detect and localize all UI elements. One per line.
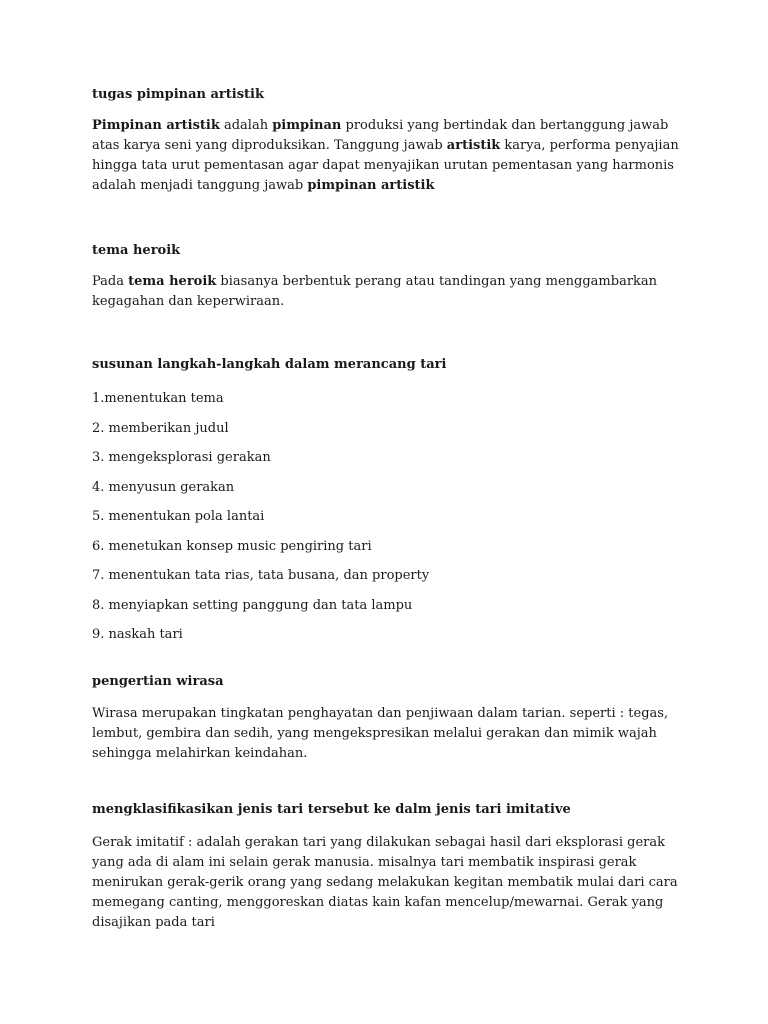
list-item: 3. mengeksplorasi gerakan <box>92 450 271 465</box>
paragraph-pimpinan-artistik <box>92 116 692 196</box>
list-item: 2. memberikan judul <box>92 420 229 436</box>
heading-tari-imitative: mengklasifikasikan jenis tari tersebut ke dalm jenis tari imitative <box>92 802 571 817</box>
text-segment: produksi yang bertindak dan bertanggung jawab atas karya seni yang diproduksikan. Tanggung jawab <box>92 118 669 153</box>
paragraph-wirasa: Wirasa merupakan tingkatan penghayatan dan penjiwaan dalam tarian. seperti : tegas, lembut, gembira dan sedih, yang mengekspresikan melalui gerakan dan mimik wajah sehingga melahirkan keindahan. <box>92 706 669 761</box>
list-item: 8. menyiapkan setting panggung dan tata lampu <box>92 597 413 613</box>
text-segment: Pada <box>92 274 129 289</box>
bold-term: pimpinan artistik <box>307 178 435 193</box>
list-item: 6. menetukan konsep music pengiring tari <box>92 538 372 554</box>
heading-pengertian-wirasa: pengertian wirasa <box>92 674 224 689</box>
list-item: 1.menentukan tema <box>92 391 224 406</box>
steps-list <box>92 390 692 644</box>
bold-term: Pimpinan artistik <box>92 118 220 133</box>
text-segment: karya, performa penyajian hingga tata urut pementasan agar dapat menyajikan urutan pementasan yang harmonis adalah menjadi tanggung jawab <box>92 138 679 193</box>
bold-term: artistik <box>446 138 501 153</box>
heading-tugas-pimpinan-artistik: tugas pimpinan artistik <box>92 87 264 102</box>
list-item: 7. menentukan tata rias, tata busana, dan property <box>92 568 430 583</box>
list-item: 9. naskah tari <box>92 627 183 642</box>
paragraph-gerak-imitatif: Gerak imitatif : adalah gerakan tari yang dilakukan sebagai hasil dari eksplorasi gerak yang ada di alam ini selain gerak manusia. misalnya tari membatik inspirasi gerak menirukan gerak-gerik orang yang sedang melakukan kegitan membatik mulai dari cara memegang canting, menggoreskan diatas kain kafan mencelup/mewarnai. Gerak yang disajikan pada tari <box>92 835 678 930</box>
text-segment: biasanya berbentuk perang atau tandingan yang menggambarkan kegagahan dan keperwiraan. <box>92 274 658 309</box>
list-item: 4. menyusun gerakan <box>92 479 235 495</box>
bold-term: tema heroik <box>128 274 217 289</box>
document-page <box>92 86 692 933</box>
text-segment: adalah <box>219 118 273 133</box>
paragraph-tema-heroik <box>92 272 692 312</box>
heading-tema-heroik: tema heroik <box>92 243 181 258</box>
bold-term: pimpinan <box>272 118 342 133</box>
heading-susunan-langkah: susunan langkah-langkah dalam merancang tari <box>92 357 447 372</box>
list-item: 5. menentukan pola lantai <box>92 509 265 524</box>
